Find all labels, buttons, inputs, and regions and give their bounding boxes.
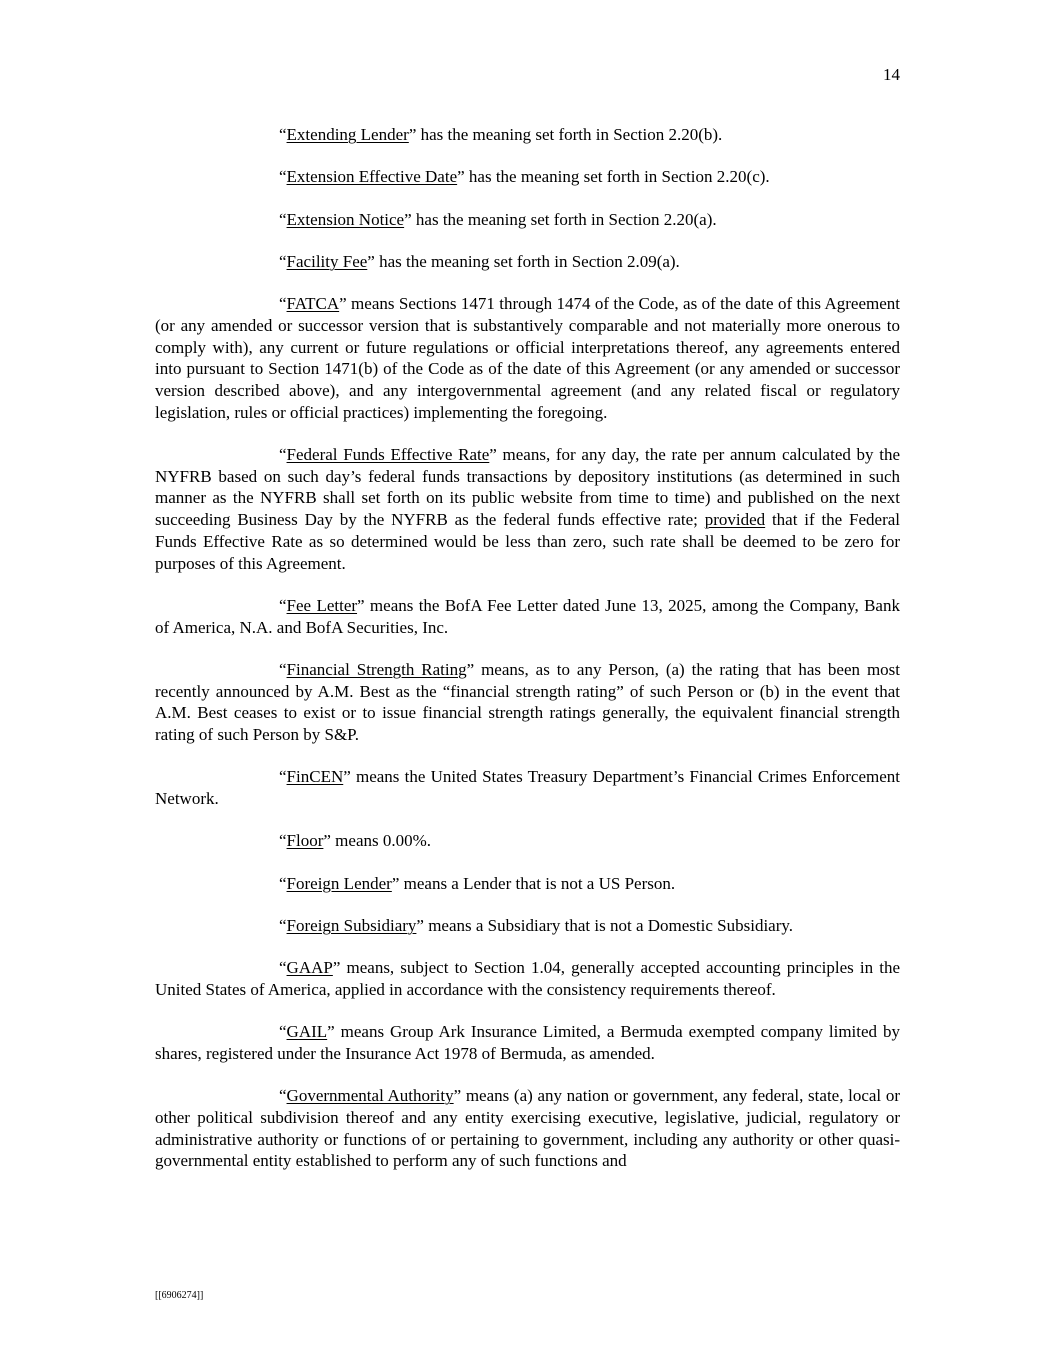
definition-fee-letter [155, 595, 900, 638]
page-number: 14 [883, 65, 900, 84]
definition-extension-notice [155, 209, 900, 231]
definition-open-quote: “ [279, 1086, 287, 1106]
definition-open-quote: “ [279, 1022, 287, 1042]
defined-term: Fee Letter [286, 595, 358, 615]
definition-open-quote: “ [279, 659, 287, 679]
defined-term: Extension Notice [286, 209, 405, 229]
definition-governmental-authority [155, 1085, 900, 1172]
definition-text: ” means, as to any Person, (a) the rating that has been most recently announced by A.M. Best as the “financial strength rating” of such Person or (b) in the event that A.M. Best ceases to exist or to issue financial strength ratings generally, the equivalent financial strength rating of such Person by S&P. [155, 659, 901, 744]
definition-gail [155, 1021, 900, 1064]
definition-open-quote: “ [279, 595, 287, 615]
defined-term: Foreign Lender [286, 873, 392, 893]
document-id: [[6906274]] [155, 1290, 204, 1301]
proviso-term: provided [704, 510, 766, 530]
definition-foreign-subsidiary [155, 915, 900, 937]
definition-text: ” means the United States Treasury Department’s Financial Crimes Enforcement Network. [155, 767, 900, 808]
defined-term: FATCA [286, 294, 340, 314]
definition-open-quote: “ [279, 209, 287, 229]
definitions-list [155, 124, 900, 1172]
definition-fatca [155, 293, 900, 423]
definition-text: ” means a Lender that is not a US Person. [391, 873, 676, 893]
definition-open-quote: “ [279, 767, 287, 787]
defined-term: Extension Effective Date [286, 167, 458, 187]
defined-term: Extending Lender [286, 125, 409, 144]
definition-open-quote: “ [279, 873, 287, 893]
definition-text: ” means, subject to Section 1.04, generally accepted accounting principles in the United States of America, applied in accordance with the consistency requirements thereof. [155, 958, 900, 999]
definition-floor [155, 830, 900, 852]
defined-term: Facility Fee [286, 251, 368, 271]
definition-open-quote: “ [279, 958, 287, 978]
definition-open-quote: “ [279, 167, 287, 187]
definition-extending-lender [155, 124, 900, 146]
definition-text: ” means the BofA Fee Letter dated June 13, 2025, among the Company, Bank of America, N.A. and BofA Securities, Inc. [155, 595, 900, 637]
definition-text: ” means 0.00%. [323, 831, 432, 851]
definition-gaap [155, 957, 900, 1000]
definition-open-quote: “ [279, 915, 287, 935]
defined-term: FinCEN [286, 767, 344, 787]
definition-open-quote: “ [279, 125, 287, 144]
definition-federal-funds-effective-rate [155, 444, 900, 574]
definition-text: ” has the meaning set forth in Section 2.20(a). [404, 209, 717, 229]
definition-text: ” has the meaning set forth in Section 2.09(a). [367, 251, 680, 271]
definition-open-quote: “ [279, 294, 287, 314]
definition-text-continued: that if the Federal Funds Effective Rate as so determined would be less than zero, such rate shall be deemed to be zero for purposes of this Agreement. [155, 510, 900, 573]
definition-open-quote: “ [279, 445, 287, 464]
definition-text: ” means a Subsidiary that is not a Domestic Subsidiary. [416, 915, 794, 935]
defined-term: Governmental Authority [286, 1086, 454, 1106]
defined-term: GAAP [286, 958, 333, 978]
definition-foreign-lender [155, 873, 900, 895]
definition-text: ” has the meaning set forth in Section 2.20(c). [457, 167, 770, 187]
defined-term: GAIL [286, 1022, 328, 1042]
definition-text: ” means (a) any nation or government, any federal, state, local or other political subdivision thereof and any entity exercising executive, legislative, judicial, regulatory or administrative authority or functions of or pertaining to government, including any authority or other quasi-governmental entity established to perform any of such functions and [155, 1086, 900, 1171]
definition-open-quote: “ [279, 251, 287, 271]
definition-text: ” means Group Ark Insurance Limited, a Bermuda exempted company limited by shares, registered under the Insurance Act 1978 of Bermuda, as amended. [155, 1022, 900, 1063]
definition-text: ” means, for any day, the rate per annum calculated by the NYFRB based on such day’s federal funds transactions by depository institutions (as determined in such manner as the NYFRB shall set forth on its public website from time to time) and published on the next succeeding Business Day by the NYFRB as the federal funds effective rate; [155, 445, 901, 530]
definition-financial-strength-rating [155, 659, 900, 746]
definition-extension-effective-date [155, 166, 900, 188]
definition-text: ” has the meaning set forth in Section 2.20(b). [408, 125, 723, 144]
defined-term: Foreign Subsidiary [286, 915, 417, 935]
defined-term: Financial Strength Rating [286, 659, 467, 679]
definition-open-quote: “ [279, 831, 287, 851]
defined-term: Floor [286, 831, 324, 851]
definition-fincen [155, 766, 900, 809]
definition-text: ” means Sections 1471 through 1474 of the Code, as of the date of this Agreement (or any amended or successor version that is substantively comparable and not materially more onerous to comply with), any current or future regulations or official interpretations thereof, any agreements entered into pursuant to Section 1471(b) of the Code as of the date of this Agreement (or any amended or successor version described above), and any intergovernmental agreement (and any related fiscal or regulatory legislation, rules or official practices) implementing the foregoing. [155, 294, 900, 422]
definition-facility-fee [155, 251, 900, 273]
defined-term: Federal Funds Effective Rate [286, 445, 490, 464]
